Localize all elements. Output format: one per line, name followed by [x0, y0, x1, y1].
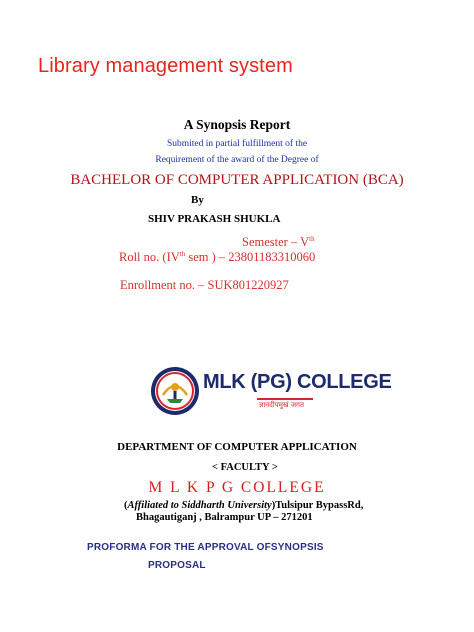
logo-underline	[257, 398, 313, 400]
roll-number-line: Roll no. (IVth sem ) – 23801183310060	[119, 250, 316, 265]
page-title: Library management system	[38, 55, 293, 77]
affiliation-line: (Affiliated to Siddharth University)Tulsipur BypassRd,	[124, 500, 364, 511]
by-label: By	[191, 194, 204, 206]
faculty-placeholder: < FACULTY >	[212, 462, 278, 473]
department-name: DEPARTMENT OF COMPUTER APPLICATION	[117, 441, 357, 453]
submission-line-1: Submited in partial fulfillment of the	[166, 139, 308, 149]
student-name: SHIV PRAKASH SHUKLA	[148, 213, 281, 225]
submission-line-2: Requirement of the award of the Degree of	[155, 155, 319, 165]
semester-line: Semester – Vth	[242, 235, 315, 250]
logo-wordmark: MLK (PG) COLLEGE	[203, 371, 392, 393]
logo-tagline: ज्ञानदीपमुखं जगत	[259, 401, 304, 409]
proposal-heading: PROPOSAL	[148, 560, 206, 571]
degree-name: BACHELOR OF COMPUTER APPLICATION (BCA)	[70, 172, 404, 188]
report-subtitle: A Synopsis Report	[183, 117, 291, 132]
college-logo	[149, 365, 392, 417]
college-name: M L K P G COLLEGE	[148, 479, 326, 496]
proforma-heading: PROFORMA FOR THE APPROVAL OFSYNOPSIS	[87, 542, 324, 553]
enrollment-line: Enrollment no. – SUK801220927	[120, 278, 289, 292]
address-line: Bhagautiganj , Balrampur UP – 271201	[136, 512, 313, 523]
